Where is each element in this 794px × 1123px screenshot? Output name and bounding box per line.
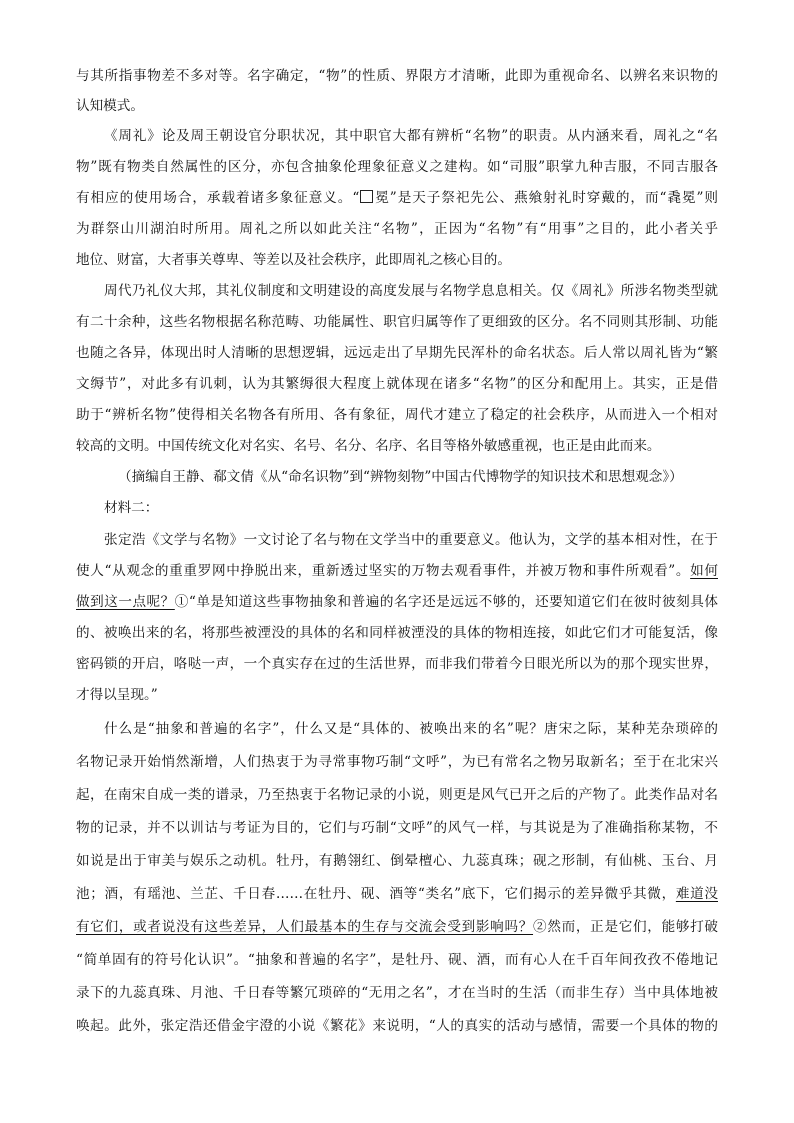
text-segment: ①“单是知道这些事物抽象和普遍的名字还是远远不够的，还要知道它们在彼时彼刻具体 xyxy=(174,594,718,610)
text-segment: 有相应的使用场合，承载着诸多象征意义。“ xyxy=(76,190,360,206)
text-line: 也随之各异，体现出时人清晰的思想逻辑，远远走出了早期先民浑朴的命名状态。后人常以周礼皆为“繁 xyxy=(76,345,718,361)
text-line: 与其所指事物差不多对等。名字确定，“物”的性质、界限方才清晰，此即为重视命名、以辨名来识物的 xyxy=(76,68,718,84)
paragraph-start: 《周礼》论及周王朝设官分职状况，其中职官大都有辨析“名物”的职责。从内涵来看，周礼之“名 xyxy=(104,128,718,144)
paragraph-start: 周代乃礼仪大邦，其礼仪制度和文明建设的高度发展与名物学息息相关。仅《周礼》所涉名物类型就 xyxy=(104,283,718,299)
text-line: 的、被唤出来的名，将那些被湮没的具体的名和同样被湮没的具体的物相连接，如此它们才可能复活，像 xyxy=(76,625,718,641)
text-line xyxy=(76,188,718,208)
text-line: 物的记录，并不以训诂与考证为目的，它们与巧制“文呼”的风气一样，与其说是为了准确指称某物，不 xyxy=(76,820,718,836)
text-line: 名物记录开始悄然渐增，人们热衷于为寻常事物巧制“文呼”，为已有常名之物另取新名；至于在北宋兴 xyxy=(76,754,718,770)
text-line: 为群祭山川湖泊时所用。周礼之所以如此关注“名物”，正因为“名物”有“用事”之目的，此小者关乎 xyxy=(76,221,718,237)
text-line: 地位、财富，大者事关尊卑、等差以及社会秩序，此即周礼之核心目的。 xyxy=(76,252,511,268)
text-line xyxy=(76,592,718,612)
text-line xyxy=(76,884,718,904)
text-line: 录下的九蕊真珠、月池、千日春等繁冗琐碎的“无用之名”，才在当时的生活（而非生存）当中具体地被 xyxy=(76,985,718,1001)
text-line xyxy=(76,917,718,937)
underlined-question: 如何 xyxy=(690,563,718,579)
underlined-question: 难道没 xyxy=(675,886,718,902)
text-line: 物”既有物类自然属性的区分，亦包含抽象伦理象征意义之建构。如“司服”职掌九种吉服，不同吉服各 xyxy=(76,159,718,175)
text-line xyxy=(76,561,718,581)
text-line: 有二十余种，这些名物根据名称范畴、功能属性、职官归属等作了更细致的区分。名不同则其形制、功能 xyxy=(76,314,718,330)
text-line: 认知模式。 xyxy=(76,98,144,114)
text-line: 唤起。此外，张定浩还借金宇澄的小说《繁花》来说明，“人的真实的活动与感情，需要一个具体的物的 xyxy=(76,1018,718,1034)
text-segment: 冕”是天子祭祀先公、燕飨射礼时穿戴的，而“毳冕”则 xyxy=(374,190,718,206)
text-line: 文缛节”，对此多有讥刺，认为其繁缛很大程度上就体现在诸多“名物”的区分和配用上。其实，正是借 xyxy=(76,376,718,392)
text-segment: ②然而，正是它们，能够打破 xyxy=(533,919,718,935)
underlined-question: 做到这一点呢？ xyxy=(76,594,175,610)
paragraph-start: 什么是“抽象和普遍的名字”，什么又是“具体的、被唤出来的名”呢？唐宋之际，某种芜杂琐碎的 xyxy=(104,721,718,737)
text-segment: 使人“从观念的重重罗网中挣脱出来，重新透过坚实的万物去观看事件，并被万物和事件所观看”。 xyxy=(76,563,691,579)
text-line: 密码锁的开启，咯哒一声，一个真实存在过的生活世界，而非我们带着今日眼光所以为的那个现实世界， xyxy=(76,656,718,672)
underlined-question: 有它们，或者说没有这些差异，人们最基本的生存与交流会受到影响吗？ xyxy=(76,919,534,935)
text-line: 助于“辨析名物”使得相关名物各有所用、各有象征，周代才建立了稳定的社会秩序，从而进入一个相对 xyxy=(76,407,718,423)
section-heading: 材料二： xyxy=(104,500,159,516)
missing-character-box xyxy=(360,190,373,203)
text-line: 较高的文明。中国传统文化对名实、名号、名分、名序、名目等格外敏感重视，也正是由此而来。 xyxy=(76,438,661,454)
text-segment: 池；酒，有瑶池、兰芷、千日春……在牡丹、砚、酒等“类名”底下，它们揭示的差异微乎其微， xyxy=(76,886,676,902)
source-citation: （摘编自王静、郗文倩《从“命名识物”到“辨物刻物”中国古代博物学的知识技术和思想观念》） xyxy=(118,469,683,485)
paragraph-start: 张定浩《文学与名物》一文讨论了名与物在文学当中的重要意义。他认为，文学的基本相对性，在于 xyxy=(104,532,718,548)
text-line: 如说是出于审美与娱乐之动机。牡丹，有鹅翎红、倒晕檀心、九蕊真珠；砚之形制，有仙桃、玉台、月 xyxy=(76,853,718,869)
text-line: “简单固有的符号化认识”。“抽象和普遍的名字”，是牡丹、砚、酒，而有心人在千百年间孜孜不倦地记 xyxy=(76,952,718,968)
text-line: 起，在南宋自成一类的谱录，乃至热衷于名物记录的小说，则更是风气已开之后的产物了。此类作品对名 xyxy=(76,787,718,803)
text-line: 才得以呈现。” xyxy=(76,687,158,703)
